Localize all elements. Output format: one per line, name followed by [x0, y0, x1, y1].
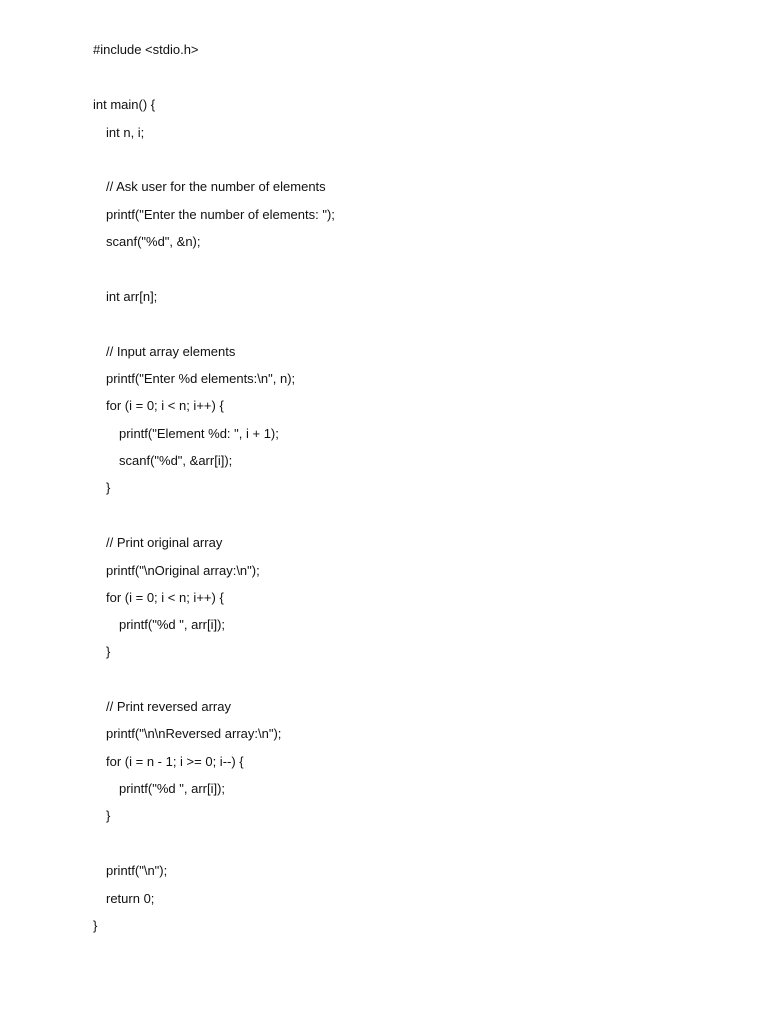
code-line-printf-arr: printf("%d ", arr[i]);	[119, 781, 226, 796]
code-line-close-brace: }	[106, 644, 111, 659]
code-line-close-brace: }	[106, 808, 111, 823]
code-line-return: return 0;	[106, 891, 155, 906]
code-line-comment-original: // Print original array	[106, 535, 223, 550]
code-line-close-main: }	[93, 918, 98, 933]
code-line-main-signature: int main() {	[93, 97, 156, 112]
code-line-printf-original: printf("\nOriginal array:\n");	[106, 563, 260, 578]
code-line-declare-n-i: int n, i;	[106, 125, 145, 140]
code-line-printf-element: printf("Element %d: ", i + 1);	[119, 426, 279, 441]
code-line-close-brace: }	[106, 480, 111, 495]
code-line-scanf-n: scanf("%d", &n);	[106, 234, 201, 249]
code-line-printf-enter: printf("Enter %d elements:\n", n);	[106, 371, 296, 386]
code-line-printf-reversed: printf("\n\nReversed array:\n");	[106, 726, 282, 741]
code-line-comment-input: // Input array elements	[106, 344, 236, 359]
code-line-for-input: for (i = 0; i < n; i++) {	[106, 398, 224, 413]
code-line-for-original: for (i = 0; i < n; i++) {	[106, 590, 224, 605]
code-line-printf-prompt: printf("Enter the number of elements: ");	[106, 207, 335, 222]
code-line-scanf-arr: scanf("%d", &arr[i]);	[119, 453, 233, 468]
code-line-include: #include <stdio.h>	[93, 42, 199, 57]
code-line-for-reversed: for (i = n - 1; i >= 0; i--) {	[106, 754, 244, 769]
code-line-comment-ask: // Ask user for the number of elements	[106, 179, 326, 194]
code-line-declare-arr: int arr[n];	[106, 289, 158, 304]
code-line-printf-newline: printf("\n");	[106, 863, 168, 878]
code-line-comment-reversed: // Print reversed array	[106, 699, 231, 714]
code-line-printf-arr: printf("%d ", arr[i]);	[119, 617, 226, 632]
